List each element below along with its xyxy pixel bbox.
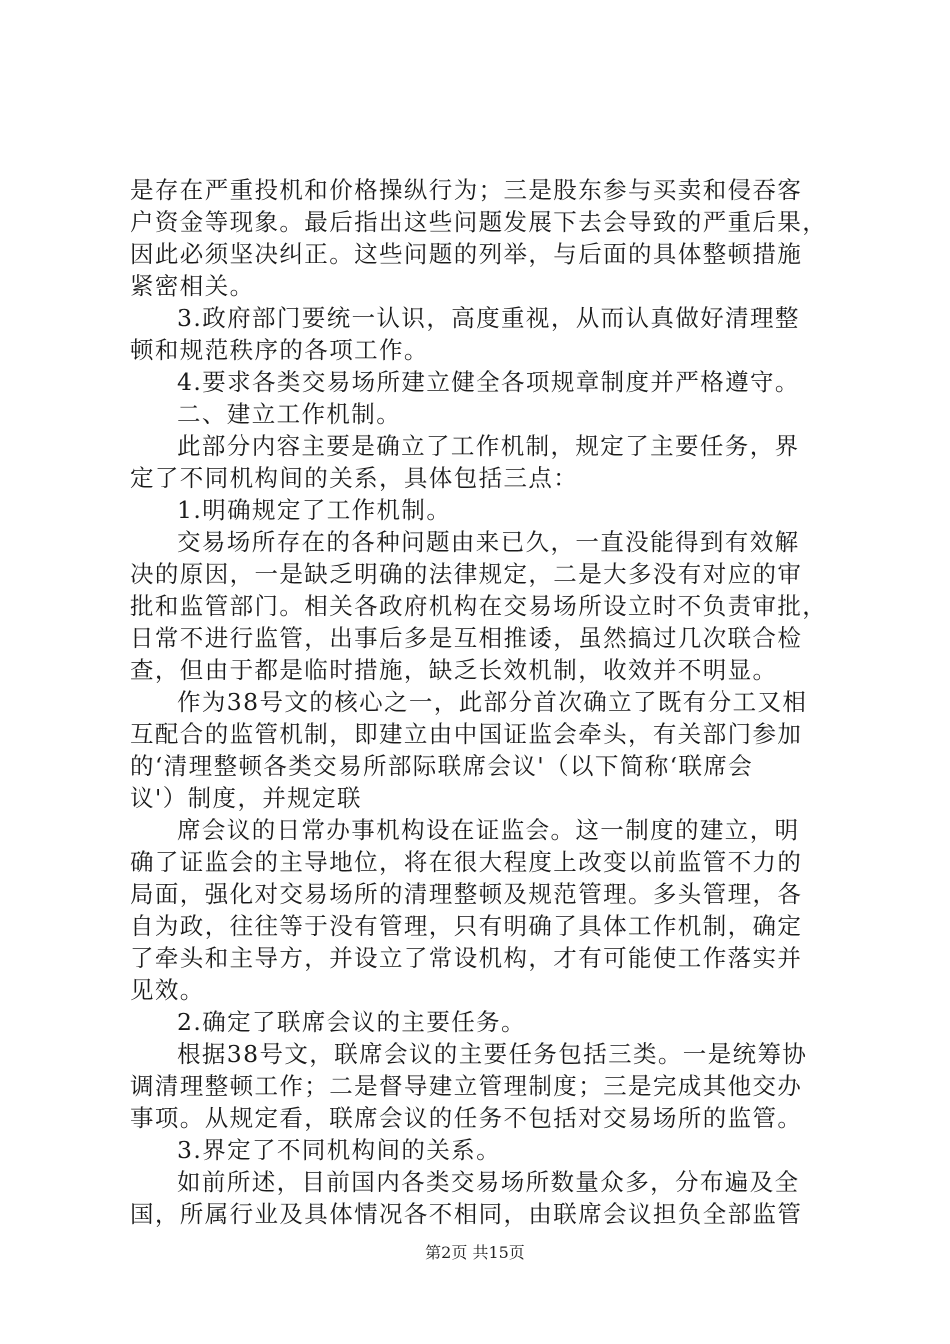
- text-line: 决的原因，一是缺乏明确的法律规定，二是大多没有对应的审: [130, 560, 803, 588]
- text-line: 日常不进行监管，出事后多是互相推诿，虽然搞过几次联合检: [130, 624, 803, 652]
- text-line: 顿和规范秩序的各项工作。: [130, 336, 429, 364]
- text-line: 是存在严重投机和价格操纵行为；三是股东参与买卖和侵吞客: [130, 176, 803, 204]
- page-number: 第2页 共15页: [425, 1243, 525, 1262]
- text-line: 查，但由于都是临时措施，缺乏长效机制，收效并不明显。: [130, 656, 778, 684]
- text-line: 根据38号文，联席会议的主要任务包括三类。一是统筹协: [177, 1040, 808, 1068]
- text-line: 了牵头和主导方，并设立了常设机构，才有可能使工作落实并: [130, 944, 803, 972]
- subheading: 1.明确规定了工作机制。: [177, 496, 452, 524]
- text-line: 议'）制度，并规定联: [130, 784, 362, 812]
- text-line: 此部分内容主要是确立了工作机制，规定了主要任务，界: [177, 432, 800, 460]
- text-line: 见效。: [130, 976, 205, 1004]
- text-line: 调清理整顿工作；二是督导建立管理制度；三是完成其他交办: [130, 1072, 803, 1100]
- text-line: 国，所属行业及具体情况各不相同，由联席会议担负全部监管: [130, 1200, 803, 1228]
- text-line: 定了不同机构间的关系，具体包括三点：: [130, 464, 579, 492]
- text-line: 的‘清理整顿各类交易所部际联席会议'（以下简称‘联席会: [130, 752, 754, 780]
- text-line: 4.要求各类交易场所建立健全各项规章制度并严格遵守。: [177, 368, 800, 396]
- text-line: 互配合的监管机制，即建立由中国证监会牵头，有关部门参加: [130, 720, 803, 748]
- text-line: 户资金等现象。最后指出这些问题发展下去会导致的严重后果，: [130, 208, 828, 236]
- text-line: 局面，强化对交易场所的清理整顿及规范管理。多头管理，各: [130, 880, 803, 908]
- text-line: 交易场所存在的各种问题由来已久，一直没能得到有效解: [177, 528, 800, 556]
- text-line: 自为政，往往等于没有管理，只有明确了具体工作机制，确定: [130, 912, 803, 940]
- text-line: 紧密相关。: [130, 272, 255, 300]
- text-line: 因此必须坚决纠正。这些问题的列举，与后面的具体整顿措施: [130, 240, 803, 268]
- subheading: 3.界定了不同机构间的关系。: [177, 1136, 502, 1164]
- text-line: 事项。从规定看，联席会议的任务不包括对交易场所的监管。: [130, 1104, 803, 1132]
- text-line: 席会议的日常办事机构设在证监会。这一制度的建立，明: [177, 816, 800, 844]
- text-line: 如前所述，目前国内各类交易场所数量众多，分布遍及全: [177, 1168, 800, 1196]
- text-line: 批和监管部门。相关各政府机构在交易场所设立时不负责审批，: [130, 592, 828, 620]
- subheading: 2.确定了联席会议的主要任务。: [177, 1008, 526, 1036]
- text-line: 作为38号文的核心之一，此部分首次确立了既有分工又相: [177, 688, 808, 716]
- text-line: 3.政府部门要统一认识，高度重视，从而认真做好清理整: [177, 304, 800, 332]
- document-body: [130, 174, 830, 1230]
- text-line: 确了证监会的主导地位，将在很大程度上改变以前监管不力的: [130, 848, 803, 876]
- section-heading: 二、建立工作机制。: [177, 400, 402, 428]
